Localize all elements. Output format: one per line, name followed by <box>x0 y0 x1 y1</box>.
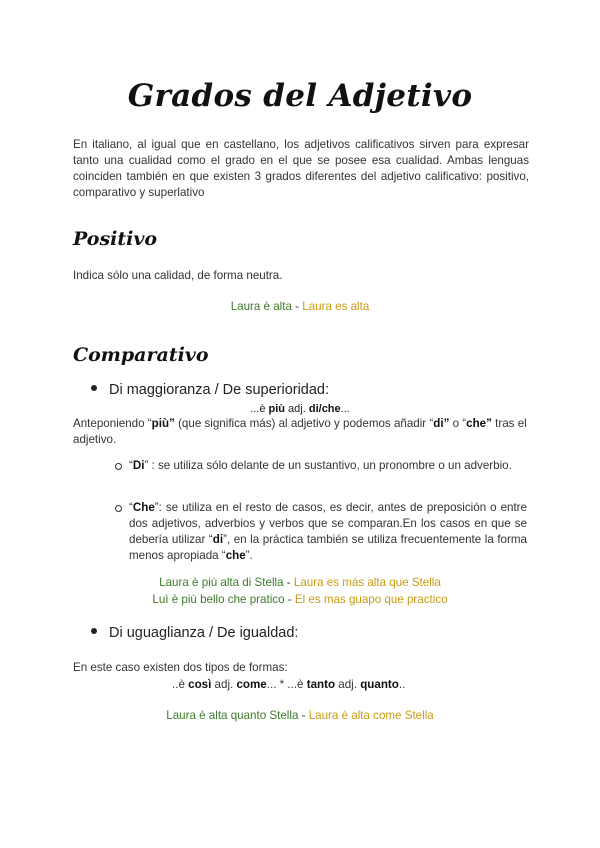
text-part: (que significa más) al adjetivo y podemos añadir “ <box>174 417 434 430</box>
intro-paragraph: En italiano, al igual que en castellano, los adjetivos calificativos sirven para expresar tanto una cualidad como el grado en el que se posee esa cualidad. Ambas lenguas coinciden también en que existen 3 grados diferentes del adjetivo calificativo: positivo, comparativo y superlativo <box>73 138 529 199</box>
bullet-mayoria-label: Di maggioranza / De superioridad: <box>109 382 330 398</box>
formula-keyword: così <box>188 678 212 691</box>
mayoria-formula <box>0 403 600 415</box>
text-part: ”. <box>245 549 253 562</box>
positivo-example <box>0 298 600 315</box>
text-keyword: di” <box>433 417 450 430</box>
formula-part: adj. <box>335 678 361 691</box>
text-keyword: che” <box>466 417 492 430</box>
formula-part: adj. <box>285 403 309 415</box>
example-italian: Laura è più alta di Stella <box>159 576 284 589</box>
igualdad-text: En este caso existen dos tipos de formas: <box>73 661 288 674</box>
hollow-bullet-icon <box>115 505 122 512</box>
example-separator: - <box>284 593 295 606</box>
text-keyword: Che <box>132 501 155 514</box>
text-keyword: di <box>212 533 224 546</box>
bullet-dot <box>91 385 97 391</box>
sub-item-che <box>129 500 527 564</box>
formula-keyword: tanto <box>306 678 336 691</box>
text-keyword: più” <box>151 417 175 430</box>
text-part: o “ <box>449 417 467 430</box>
page-title: Grados del Adjetivo <box>127 78 473 114</box>
formula-part: adj. <box>211 678 237 691</box>
igualdad-example <box>0 707 600 724</box>
text-part: Anteponiendo “ <box>73 417 152 430</box>
heading-comparativo: Comparativo <box>73 344 209 366</box>
example-spanish: Laura es alta <box>302 300 370 313</box>
formula-part: ...è <box>250 403 269 415</box>
formula-part: .. <box>398 678 406 691</box>
bullet-igualdad-label: Di uguaglianza / De igualdad: <box>109 625 299 641</box>
example-separator: - <box>283 576 294 589</box>
formula-part: ..è <box>172 678 189 691</box>
example-separator: - <box>291 300 303 313</box>
bullet-mayoria <box>91 382 329 398</box>
text-keyword: Di <box>132 459 145 472</box>
hollow-bullet-icon <box>115 463 122 470</box>
text-keyword: che <box>225 549 246 562</box>
text-part: “ <box>129 501 133 514</box>
example-separator: - <box>298 709 309 722</box>
formula-keyword: più <box>268 403 285 415</box>
formula-keyword: di/che <box>308 403 341 415</box>
text-part: “ <box>129 459 133 472</box>
example-italian: Laura è alta quanto Stella <box>166 709 299 722</box>
example-spanish: Laura es más alta que Stella <box>293 576 441 589</box>
text-part: tras el adjetivo. <box>73 417 527 446</box>
text-part: ”: se utiliza en el resto de casos, es decir, antes de preposición o entre dos adjetivos, adverbios y verbos que se comparan.En los casos en que se debería utilizar “ <box>129 501 527 546</box>
text-part: ” : se utiliza sólo delante de un sustantivo, un pronombre o un adverbio. <box>144 459 512 472</box>
formula-part: ... <box>340 403 350 415</box>
formula-keyword: come <box>236 678 267 691</box>
example-spanish: El es mas guapo que practico <box>294 593 448 606</box>
formula-part: ... * ...è <box>266 678 307 691</box>
formula-keyword: quanto <box>360 678 399 691</box>
mayoria-example-1 <box>0 574 600 591</box>
positivo-description: Indica sólo una calidad, de forma neutra. <box>73 269 283 282</box>
mayoria-text <box>73 416 529 448</box>
bullet-dot <box>91 628 97 634</box>
bullet-igualdad <box>91 625 298 641</box>
example-italian: Laura è alta <box>230 300 292 313</box>
text-part: ”, en la práctica también se utiliza frecuentemente la forma menos apropiada “ <box>129 533 527 562</box>
example-italian: Luì è più bello che pratico <box>152 593 285 606</box>
igualdad-formula <box>172 677 405 693</box>
heading-positivo: Positivo <box>73 228 158 250</box>
sub-item-di <box>129 458 527 474</box>
mayoria-example-2 <box>0 591 600 608</box>
example-spanish: Laura è alta come Stella <box>308 709 434 722</box>
